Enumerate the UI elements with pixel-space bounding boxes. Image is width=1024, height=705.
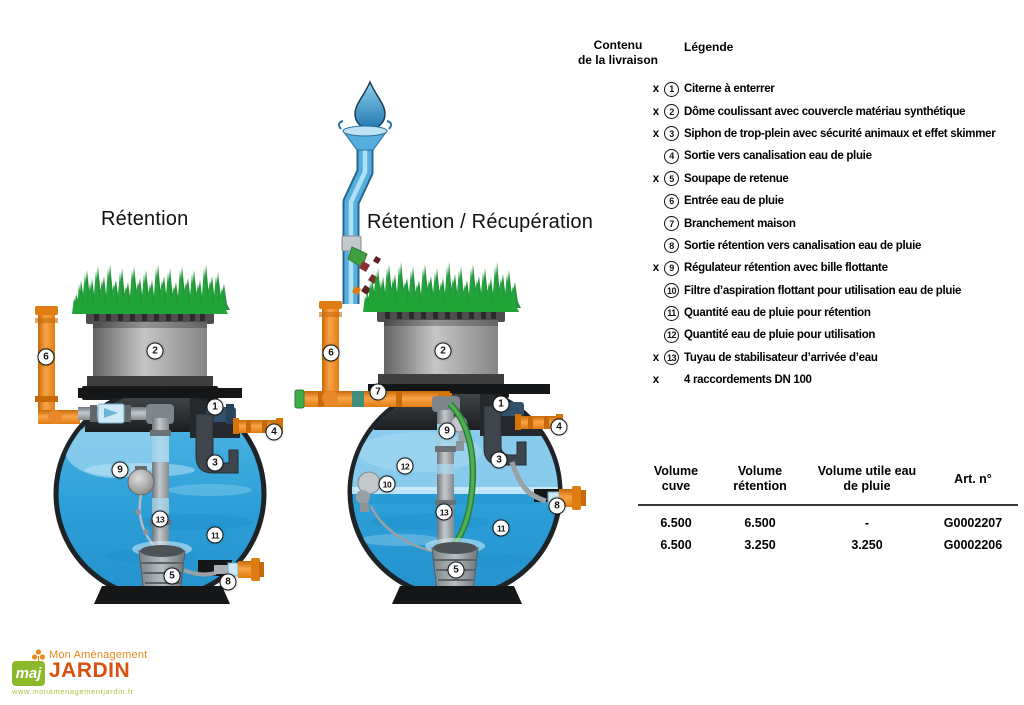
legend-item xyxy=(650,324,995,346)
legend-number-badge: 11 xyxy=(664,306,679,321)
logo-brand-text: JARDIN xyxy=(49,659,131,682)
legend-items xyxy=(650,78,995,391)
marker-4: 4 xyxy=(266,424,283,441)
legend-number-badge: 8 xyxy=(664,238,679,253)
legend-item-label: Soupape de retenue xyxy=(684,172,789,185)
legend-item-label: Dôme coulissant avec couvercle matériau synthétique xyxy=(684,105,966,118)
table-row xyxy=(638,512,1018,534)
legend-item xyxy=(650,347,995,369)
included-mark: x xyxy=(652,172,660,185)
legend-number-badge: 6 xyxy=(664,194,679,209)
marker-9: 9 xyxy=(439,423,456,440)
marker-8: 8 xyxy=(220,574,237,591)
left-diagram-title: Rétention xyxy=(101,208,189,230)
legend-number-badge: 3 xyxy=(664,126,679,141)
legend-item-label: Citerne à enterrer xyxy=(684,83,775,96)
legend-number-badge: 13 xyxy=(664,350,679,365)
legend-item-label: Sortie rétention vers canalisation eau de pluie xyxy=(684,239,922,252)
table-cell: G0002206 xyxy=(943,538,1003,552)
marker-10: 10 xyxy=(379,476,396,493)
legend-item-label: Quantité eau de pluie pour rétention xyxy=(684,307,871,320)
left-inlet-pipe xyxy=(35,306,80,424)
included-mark: x xyxy=(652,127,660,140)
legend-item xyxy=(650,145,995,167)
marker-7: 7 xyxy=(370,384,387,401)
table-cell: 6.500 xyxy=(660,516,692,530)
legend-item-label: Filtre d’aspiration flottant pour utilisation eau de pluie xyxy=(684,284,962,297)
legend-item-label: Entrée eau de pluie xyxy=(684,195,784,208)
table-cell: G0002207 xyxy=(943,516,1003,530)
legend-item xyxy=(650,190,995,212)
included-mark: x xyxy=(652,262,660,275)
marker-11: 11 xyxy=(493,520,510,537)
table-cell: 6.500 xyxy=(660,538,692,552)
legend-item xyxy=(650,212,995,234)
downspout xyxy=(339,82,391,304)
logo-url-text: www.monamenagementjardin.fr xyxy=(12,687,134,696)
spec-table xyxy=(638,462,1018,556)
marker-2: 2 xyxy=(147,343,164,360)
legend-item xyxy=(650,369,995,391)
marker-6: 6 xyxy=(323,345,340,362)
raindrop-icon xyxy=(355,82,385,129)
brand-logo xyxy=(10,646,170,698)
included-mark: x xyxy=(652,351,660,364)
legend-number-badge: 4 xyxy=(664,149,679,164)
marker-3: 3 xyxy=(207,455,224,472)
legend-item xyxy=(650,235,995,257)
legend-title: Légende xyxy=(684,40,734,54)
legend-item xyxy=(650,78,995,100)
table-cell: 3.250 xyxy=(851,538,883,552)
included-mark: x xyxy=(652,83,660,96)
delivery-header-line2: de la livraison xyxy=(577,53,659,67)
legend-number-badge: 9 xyxy=(664,261,679,276)
legend-item xyxy=(650,302,995,324)
table-header-cell: Volume rétention xyxy=(733,464,787,493)
marker-5: 5 xyxy=(448,562,465,579)
table-divider xyxy=(638,504,1018,506)
marker-1: 1 xyxy=(493,396,510,413)
table-header-cell: Volume cuve xyxy=(653,464,699,493)
legend-item xyxy=(650,257,995,279)
table-cell: 6.500 xyxy=(744,516,776,530)
logo-monogram: maj xyxy=(12,661,45,686)
included-mark: x xyxy=(652,105,660,118)
table-cell: 3.250 xyxy=(744,538,776,552)
marker-11: 11 xyxy=(207,527,224,544)
delivery-header-line1: Contenu xyxy=(593,38,643,52)
left-tank-illustration xyxy=(35,264,283,604)
legend-item xyxy=(650,100,995,122)
marker-12: 12 xyxy=(397,458,414,475)
legend-item-label: Siphon de trop-plein avec sécurité animaux et effet skimmer xyxy=(684,127,996,140)
marker-3: 3 xyxy=(491,452,508,469)
right-tank-base xyxy=(392,586,522,604)
marker-13: 13 xyxy=(436,504,453,521)
table-row xyxy=(638,534,1018,556)
legend-number-badge: 7 xyxy=(664,216,679,231)
table-header-cell: Art. n° xyxy=(954,471,992,486)
legend-number-badge: 1 xyxy=(664,82,679,97)
logo-name-text: Mon Aménagement xyxy=(49,649,148,661)
marker-13: 13 xyxy=(152,511,169,528)
legend-item xyxy=(650,168,995,190)
legend-number-badge: 12 xyxy=(664,328,679,343)
legend-item-label: Régulateur rétention avec bille flottante xyxy=(684,262,888,275)
legend-item-label: Quantité eau de pluie pour utilisation xyxy=(684,329,876,342)
legend-item-label: Branchement maison xyxy=(684,217,796,230)
included-mark: x xyxy=(652,374,660,387)
table-cell: - xyxy=(864,516,870,530)
spec-table-header-row xyxy=(638,462,1018,496)
legend-item xyxy=(650,280,995,302)
table-header-cell: Volume utile eau de pluie xyxy=(817,464,917,493)
marker-2: 2 xyxy=(435,343,452,360)
delivery-content-header xyxy=(572,38,664,68)
legend-item-label: 4 raccordements DN 100 xyxy=(684,374,812,387)
legend-number-badge: 10 xyxy=(664,283,679,298)
marker-4: 4 xyxy=(551,419,568,436)
marker-9: 9 xyxy=(112,462,129,479)
marker-5: 5 xyxy=(164,568,181,585)
spec-table-body xyxy=(638,512,1018,556)
left-tank-base xyxy=(94,586,230,604)
marker-8: 8 xyxy=(549,498,566,515)
marker-1: 1 xyxy=(207,399,224,416)
right-diagram-title: Rétention / Récupération xyxy=(367,211,594,233)
marker-6: 6 xyxy=(38,349,55,366)
legend-item-label: Sortie vers canalisation eau de pluie xyxy=(684,150,872,163)
legend-number-badge: 2 xyxy=(664,104,679,119)
legend-item xyxy=(650,123,995,145)
legend-number-badge: 5 xyxy=(664,171,679,186)
legend-item-label: Tuyau de stabilisateur d’arrivée d’eau xyxy=(684,351,878,364)
